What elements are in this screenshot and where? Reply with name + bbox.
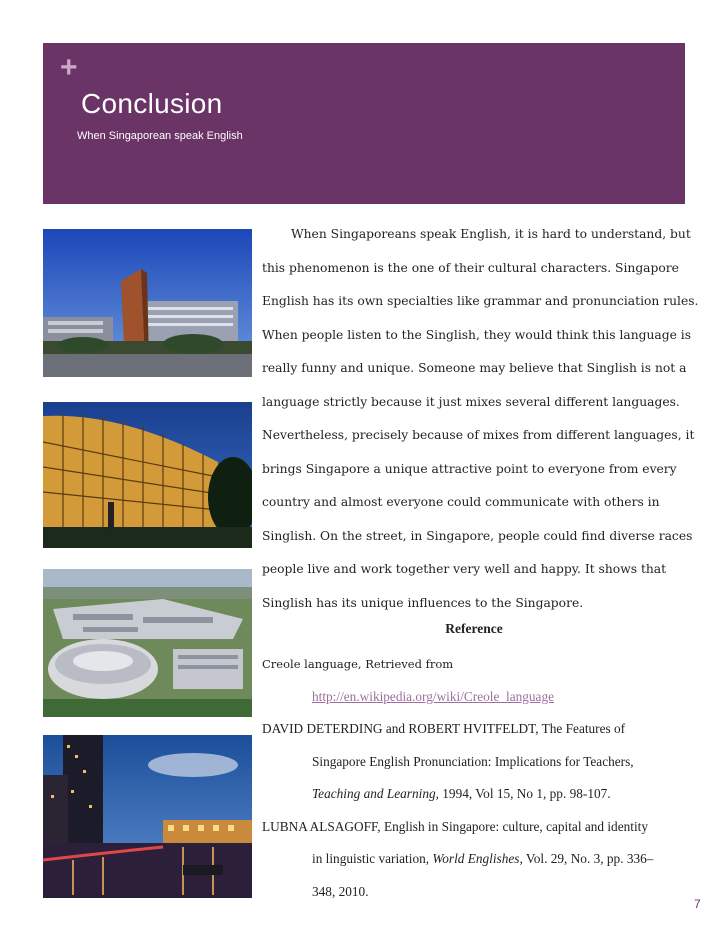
page-subtitle: When Singaporean speak English: [77, 130, 243, 142]
reference-item-3-cont: [262, 843, 702, 876]
body-line: language strictly because it just mixes several different languages.: [262, 394, 680, 409]
photo-riverside-night: [43, 735, 252, 898]
journal-title: Teaching and Learning,: [312, 786, 439, 801]
page-title: Conclusion: [81, 88, 223, 119]
body-line: When Singaporeans speak English, it is hard to understand, but: [291, 227, 691, 241]
ref3-text: in linguistic variation,: [312, 851, 433, 866]
reference-link-wikipedia[interactable]: http://en.wikipedia.org/wiki/Creole_language: [312, 688, 554, 704]
header-banner: [43, 43, 685, 204]
body-line: this phenomenon is the one of their cultural characters. Singapore: [262, 260, 679, 275]
reference-item-3: LUBNA ALSAGOFF, English in Singapore: culture, capital and identity: [262, 818, 648, 834]
conclusion-body: [262, 218, 699, 620]
page-number: 7: [694, 897, 701, 911]
reference-item-2-source: [262, 778, 702, 811]
body-line: Singlish has its unique influences to the Singapore.: [262, 595, 584, 610]
journal-title: World Englishes,: [432, 851, 523, 866]
body-line: When people listen to the Singlish, they would think this language is: [262, 327, 692, 342]
photo-glass-theatre: [43, 402, 252, 548]
plus-icon: +: [60, 51, 78, 84]
body-line: really funny and unique. Someone may believe that Singlish is not a: [262, 361, 687, 375]
reference-item-3-end: 348, 2010.: [312, 883, 369, 899]
reference-item-1: Creole language, Retrieved from: [262, 657, 454, 671]
reference-list: [262, 648, 702, 908]
reference-item-2: DAVID DETERDING and ROBERT HVITFELDT, The Features of: [262, 721, 626, 736]
photo-building-tower: [43, 229, 252, 377]
body-line: Nevertheless, precisely because of mixes from different languages, it: [262, 428, 695, 442]
journal-details: 1994, Vol 15, No 1, pp. 98-107.: [438, 786, 611, 801]
reference-heading: Reference: [445, 621, 503, 636]
body-line: English has its own specialties like grammar and pronunciation rules.: [262, 294, 699, 308]
body-line: country and almost everyone could communicate with others in: [262, 495, 660, 509]
body-line: brings Singapore a unique attractive point to everyone from every: [262, 461, 677, 476]
reference-item-2-cont: Singapore English Pronunciation: Implications for Teachers,: [312, 753, 634, 769]
body-line: Singlish. On the street, in Singapore, people could find diverse races: [262, 528, 693, 543]
body-line: people live and work together very well and happy. It shows that: [262, 562, 667, 576]
journal-details: Vol. 29, No. 3, pp. 336–: [522, 851, 654, 866]
photo-aerial-campus: [43, 569, 252, 717]
